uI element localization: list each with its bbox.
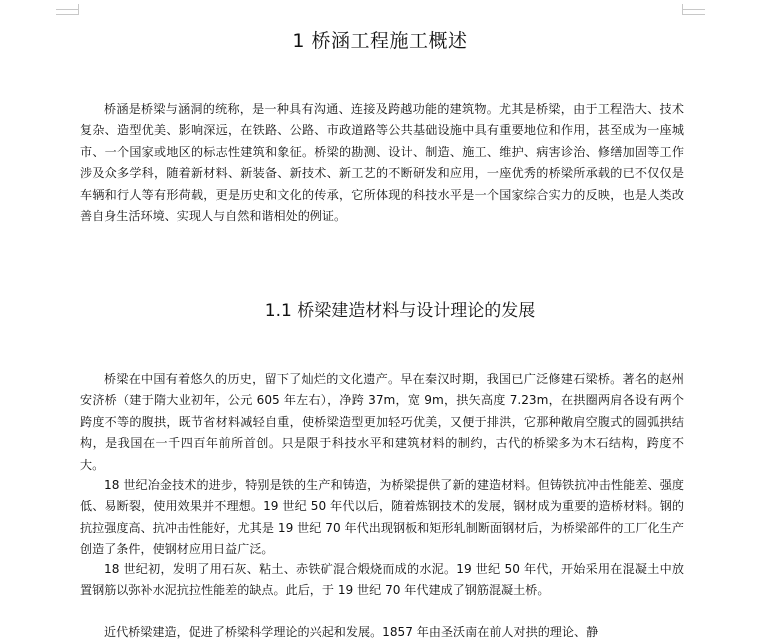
section-paragraph-1: 桥梁在中国有着悠久的历史，留下了灿烂的文化遗产。早在秦汉时期，我国已广泛修建石梁桥。著名的赵州安济桥（建于隋大业初年，公元 605 年左右），净跨 37m，宽 9m，拱矢高度 7.23m，在拱圈两肩各设有两个跨度不等的腹拱，既节省材料减轻自重，使桥梁造型更加轻巧优美，又便于排洪，它那种敞肩空腹式的圆弧拱结构，是我国在一千四百年前所首创。只是限于科技水平和建筑材料的制约，古代的桥梁多为木石结构，跨度不大。 <box>80 372 684 472</box>
section-heading: 1.1 桥梁建造材料与设计理论的发展 <box>264 301 536 321</box>
crop-mark-top-right <box>682 4 705 15</box>
intro-paragraph: 桥涵是桥梁与涵洞的统称，是一种具有沟通、连接及跨越功能的建筑物。尤其是桥梁，由于工程浩大、技术复杂、造型优美、影响深远，在铁路、公路、市政道路等公共基础设施中具有重要地位和作用，甚至成为一座城市、一个国家或地区的标志性建筑和象征。桥梁的勘测、设计、制造、施工、维护、病害诊治、修缮加固等工作涉及众多学科，随着新材料、新装备、新技术、新工艺的不断研发和应用，一座优秀的桥梁所承载的已不仅仅是车辆和行人等有形荷载，更是历史和文化的传承，它所体现的科技水平是一个国家综合实力的反映，也是人类改善自身生活环境、实现人与自然和谐相处的例证。 <box>80 102 684 224</box>
crop-mark-top-left <box>56 4 79 15</box>
section-paragraph-4: 近代桥梁建造，促进了桥梁科学理论的兴起和发展。1857 年由圣沃南在前人对拱的理论、静 <box>104 625 599 639</box>
section-paragraph-3: 18 世纪初，发明了用石灰、粘土、赤铁矿混合煅烧而成的水泥。19 世纪 50 年代，开始采用在混凝土中放置钢筋以弥补水泥抗拉性能差的缺点。此后，于 19 世纪 70 年代建成了钢筋混凝土桥。 <box>80 562 684 598</box>
chapter-heading: 1 桥涵工程施工概述 <box>292 30 468 52</box>
section-paragraph-2: 18 世纪冶金技术的进步，特别是铁的生产和铸造，为桥梁提供了新的建造材料。但铸铁抗冲击性能差、强度低、易断裂，使用效果并不理想。19 世纪 50 年代以后，随着炼钢技术的发展，钢材成为重要的造桥材料。钢的抗拉强度高、抗冲击性能好，尤其是 19 世纪 70 年代出现钢板和矩形轧制断面钢材后，为桥梁部件的工厂化生产创造了条件，使钢材应用日益广泛。 <box>80 478 684 557</box>
